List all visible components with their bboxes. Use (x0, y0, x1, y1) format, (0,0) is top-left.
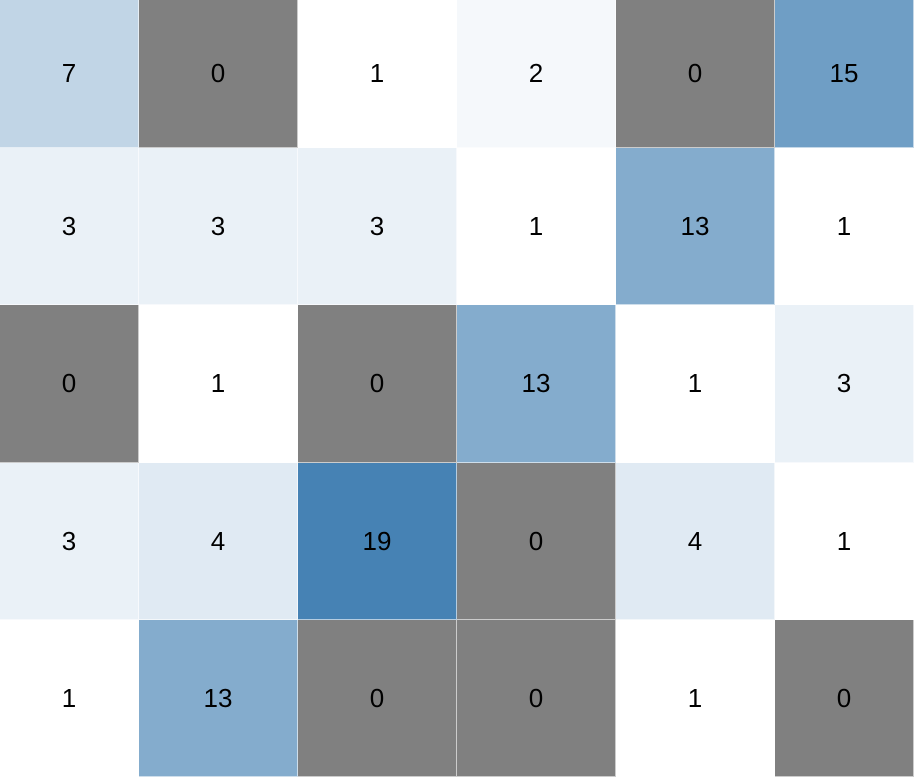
heatmap-cell-r2-c0: 0 (0, 305, 139, 463)
heatmap-cell-r1-c2: 3 (298, 148, 457, 305)
heatmap-cell-r4-c0: 1 (0, 620, 139, 777)
heatmap-cell-r2-c5: 3 (775, 305, 914, 463)
heatmap-cell-r1-c0: 3 (0, 148, 139, 305)
heatmap-cell-r2-c4: 1 (616, 305, 775, 463)
heatmap-cell-r3-c2: 19 (298, 463, 457, 620)
heatmap-cell-r4-c2: 0 (298, 620, 457, 777)
heatmap-cell-r3-c5: 1 (775, 463, 914, 620)
heatmap-cell-r1-c4: 13 (616, 148, 775, 305)
heatmap-cell-r4-c5: 0 (775, 620, 914, 777)
heatmap-cell-r0-c2: 1 (298, 0, 457, 148)
heatmap-cell-r0-c0: 7 (0, 0, 139, 148)
heatmap-cell-r3-c0: 3 (0, 463, 139, 620)
heatmap-cell-r4-c1: 13 (139, 620, 298, 777)
heatmap-cell-r1-c5: 1 (775, 148, 914, 305)
heatmap-cell-r2-c2: 0 (298, 305, 457, 463)
heatmap-cell-r1-c3: 1 (457, 148, 616, 305)
heatmap-cell-r0-c5: 15 (775, 0, 914, 148)
heatmap-cell-r4-c3: 0 (457, 620, 616, 777)
heatmap-cell-r3-c4: 4 (616, 463, 775, 620)
heatmap-cell-r0-c3: 2 (457, 0, 616, 148)
heatmap-cell-r1-c1: 3 (139, 148, 298, 305)
heatmap-cell-r3-c1: 4 (139, 463, 298, 620)
heatmap-cell-r2-c3: 13 (457, 305, 616, 463)
heatmap-cell-r0-c1: 0 (139, 0, 298, 148)
heatmap-cell-r4-c4: 1 (616, 620, 775, 777)
heatmap-cell-r0-c4: 0 (616, 0, 775, 148)
heatmap-cell-r3-c3: 0 (457, 463, 616, 620)
heatmap-cell-r2-c1: 1 (139, 305, 298, 463)
